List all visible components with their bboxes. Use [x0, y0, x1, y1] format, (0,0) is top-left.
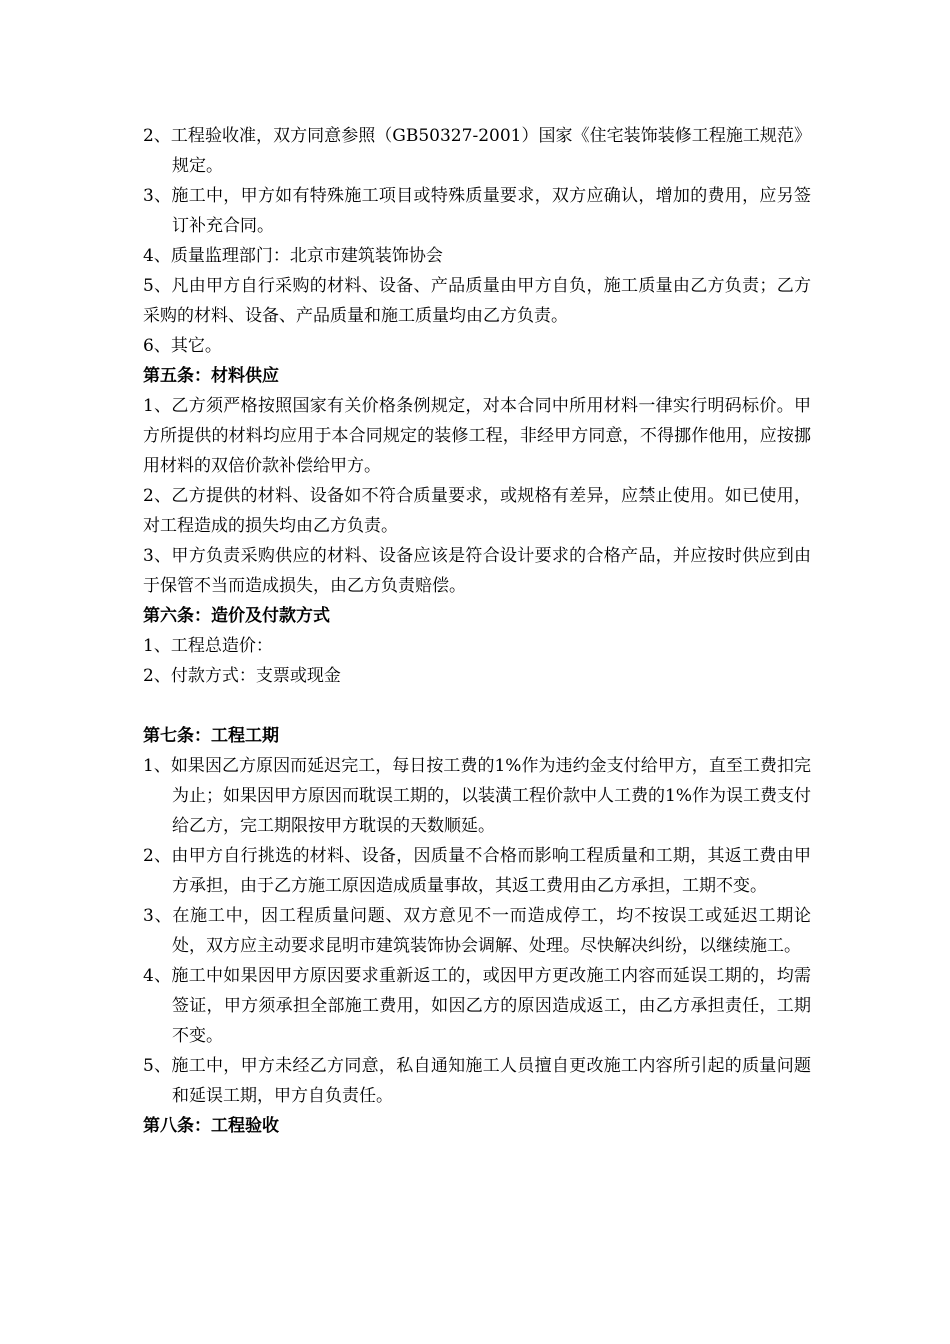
- clause-5-2: 2、乙方提供的材料、设备如不符合质量要求，或规格有差异，应禁止使用。如已使用，对工程造成的损失均由乙方负责。: [143, 486, 811, 536]
- clause-4-6: 6、其它。: [143, 336, 222, 356]
- article-6-heading: 第六条：造价及付款方式: [143, 606, 330, 626]
- clause-6-1: 1、工程总造价：: [143, 636, 273, 656]
- clause-5-3: 3、甲方负责采购供应的材料、设备应该是符合设计要求的合格产品，并应按时供应到由于保管不当而造成损失，由乙方负责赔偿。: [143, 546, 811, 596]
- article-5-heading: 第五条：材料供应: [143, 366, 279, 386]
- clause-7-4: 4、施工中如果因甲方原因要求重新返工的，或因甲方更改施工内容而延误工期的，均需签证，甲方须承担全部施工费用，如因乙方的原因造成返工，由乙方承担责任，工期不变。: [143, 966, 811, 1046]
- clause-4-2: 2、工程验收准，双方同意参照（GB50327-2001）国家《住宅装饰装修工程施工规范》规定。: [143, 126, 811, 176]
- clause-7-5: 5、施工中，甲方未经乙方同意，私自通知施工人员擅自更改施工内容所引起的质量问题和延误工期，甲方自负责任。: [143, 1056, 811, 1106]
- document-page: [143, 121, 811, 1141]
- clause-4-3: 3、施工中，甲方如有特殊施工项目或特殊质量要求，双方应确认，增加的费用，应另签订补充合同。: [143, 186, 811, 236]
- clause-6-2: 2、付款方式：支票或现金: [143, 666, 341, 686]
- clause-7-1: 1、如果因乙方原因而延迟完工，每日按工费的1%作为违约金支付给甲方，直至工费扣完为止；如果因甲方原因而耽误工期的，以装潢工程价款中人工费的1%作为误工费支付给乙方，完工期限按甲方耽误的天数顺延。: [143, 756, 811, 836]
- article-8-heading: 第八条：工程验收: [143, 1116, 279, 1136]
- clause-7-3: 3、在施工中，因工程质量问题、双方意见不一而造成停工，均不按误工或延迟工期论处，双方应主动要求昆明市建筑装饰协会调解、处理。尽快解决纠纷，以继续施工。: [143, 906, 811, 956]
- article-7-heading: 第七条：工程工期: [143, 726, 279, 746]
- clause-7-2: 2、由甲方自行挑选的材料、设备，因质量不合格而影响工程质量和工期，其返工费由甲方承担，由于乙方施工原因造成质量事故，其返工费用由乙方承担，工期不变。: [143, 846, 811, 896]
- clause-5-1: 1、乙方须严格按照国家有关价格条例规定，对本合同中所用材料一律实行明码标价。甲方所提供的材料均应用于本合同规定的装修工程，非经甲方同意，不得挪作他用，应按挪用材料的双倍价款补偿给甲方。: [143, 396, 811, 476]
- clause-4-4: 4、质量监理部门：北京市建筑装饰协会: [143, 246, 443, 266]
- blank-line: [143, 691, 811, 721]
- clause-4-5: 5、凡由甲方自行采购的材料、设备、产品质量由甲方自负，施工质量由乙方负责；乙方采购的材料、设备、产品质量和施工质量均由乙方负责。: [143, 276, 811, 326]
